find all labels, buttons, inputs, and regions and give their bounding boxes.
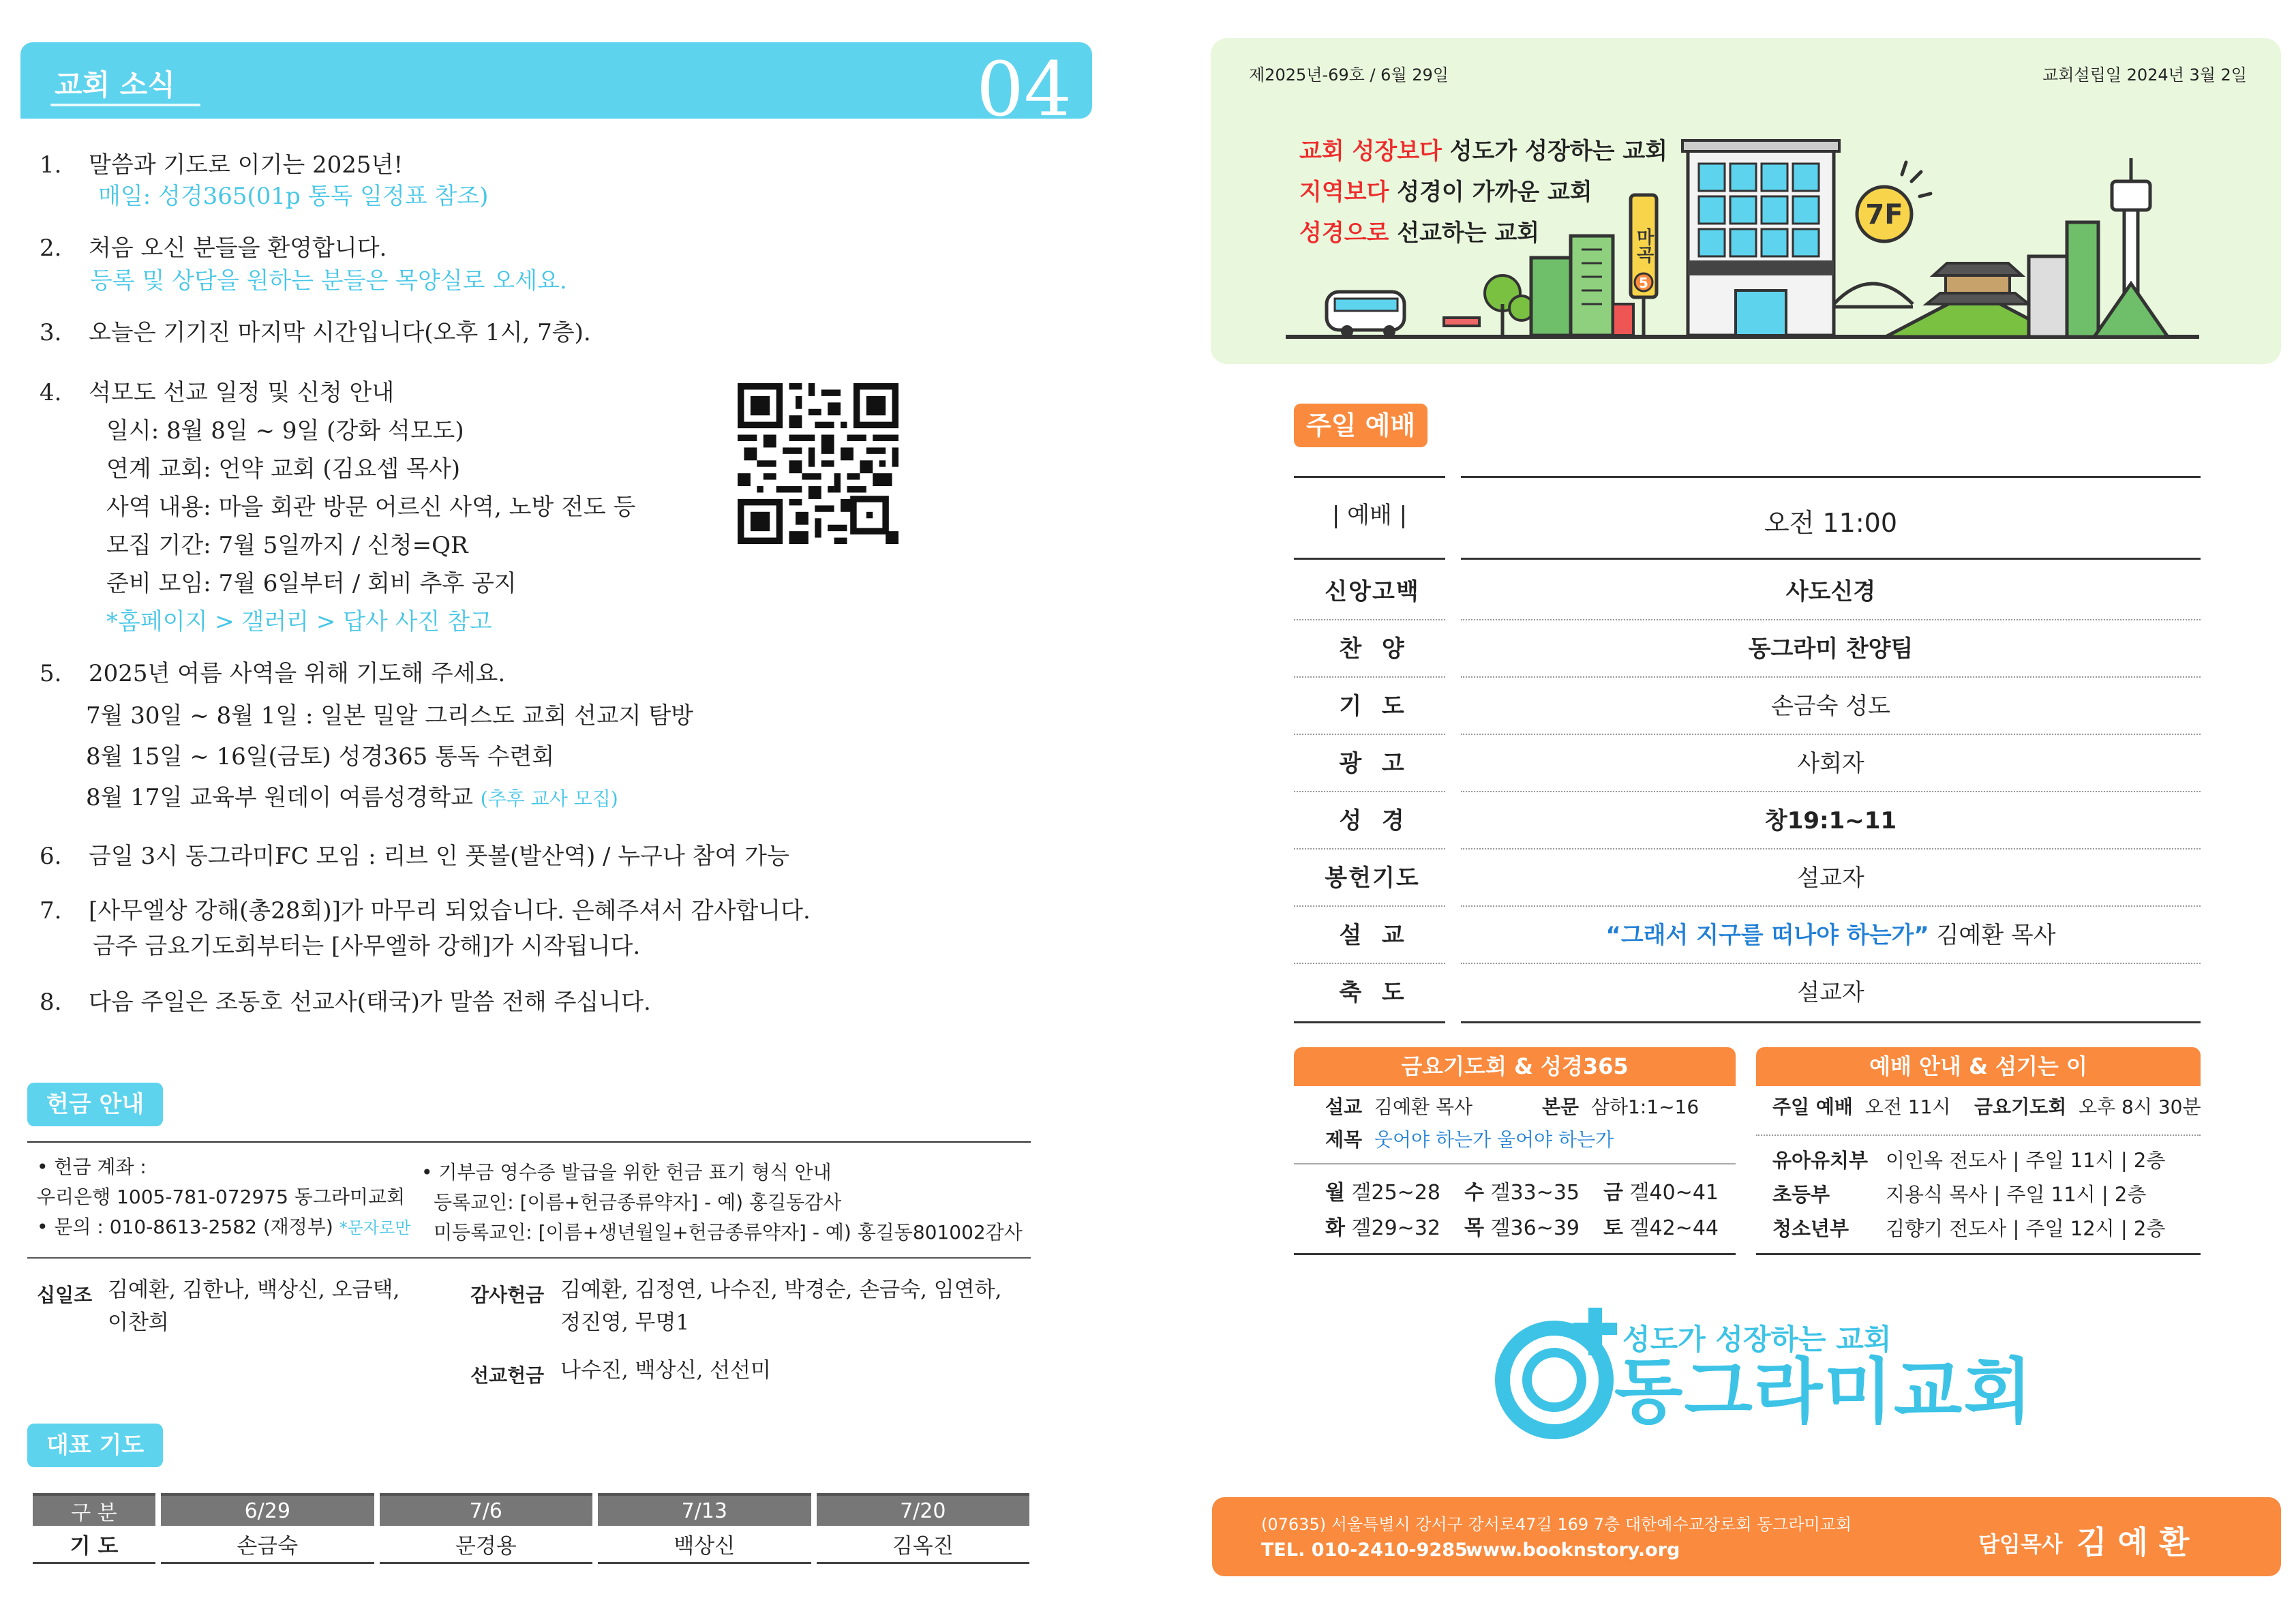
divider bbox=[1461, 558, 2201, 560]
church-logo-icon bbox=[1486, 1306, 1622, 1443]
news-item-3: 3. 오늘은 기기진 마지막 시간입니다(오후 1시, 7층). bbox=[40, 319, 591, 346]
news-header bbox=[20, 42, 1092, 133]
worship-row: 광 고 사회자 bbox=[1294, 735, 2201, 792]
thanks-names: 김예환, 김정연, 나수진, 박경순, 손금숙, 임연하, bbox=[560, 1278, 1002, 1302]
receipt-line-1: 등록교인: [이름+헌금종류약자] - 예) 홍길동감사 bbox=[434, 1191, 842, 1214]
thanks-names: 정진영, 무명1 bbox=[560, 1310, 690, 1335]
account-label: • 헌금 계좌 : bbox=[37, 1156, 147, 1178]
divider bbox=[1294, 558, 1445, 560]
table-header: 6/29 bbox=[161, 1493, 374, 1526]
bus-icon bbox=[1327, 292, 1404, 337]
news-item-5-note: (추후 교사 모집) bbox=[480, 787, 618, 810]
slogan: 지역보다 성경이 가까운 교회 bbox=[1299, 179, 1592, 206]
news-item-7: 7. [사무엘상 강해(총28회)]가 마무리 되었습니다. 은혜주셔서 감사합니다. bbox=[40, 897, 811, 924]
divider bbox=[27, 1257, 1031, 1259]
reading-day: 금 겔40~41 bbox=[1603, 1181, 1719, 1205]
worship-row: 봉헌기도 설교자 bbox=[1294, 849, 2201, 907]
worship-row: 기 도 손금숙 성도 bbox=[1294, 678, 2201, 735]
divider bbox=[1756, 1084, 2201, 1086]
divider bbox=[1294, 1084, 1736, 1086]
worship-row: 축 도 설교자 bbox=[1339, 979, 1864, 1006]
tithe-names: 이찬희 bbox=[108, 1310, 169, 1335]
news-item-6: 6. 금일 3시 동그라미FC 모임 : 리브 인 풋볼(발산역) / 누구나 참여 가능 bbox=[40, 843, 789, 870]
guide-sunday: 주일 예배 오전 11시 bbox=[1772, 1096, 1951, 1118]
table-row bbox=[33, 1526, 1029, 1564]
prayer-title: 대표 기도 bbox=[27, 1424, 163, 1467]
news-item-5-line: 8월 15일 ~ 16일(금토) 성경365 통독 수련회 bbox=[86, 743, 555, 770]
tithe-names: 김예환, 김한나, 백상신, 오금택, bbox=[108, 1278, 400, 1302]
table-header: 구 분 bbox=[33, 1493, 155, 1526]
divider bbox=[1294, 1163, 1736, 1164]
offering-title: 헌금 안내 bbox=[27, 1083, 163, 1126]
reading-day: 목 겔36~39 bbox=[1464, 1216, 1580, 1240]
sign-number: 5 bbox=[1639, 275, 1648, 291]
cityscape-illustration bbox=[1286, 100, 2213, 359]
news-item-4-line: 모집 기간: 7월 5일까지 / 신청=QR bbox=[106, 532, 468, 559]
news-item-1: 1. 말씀과 기도로 이기는 2025년! bbox=[40, 151, 404, 179]
worship-row: 찬 양 동그라미 찬양팀 bbox=[1294, 620, 2201, 678]
dept-row: 초등부 지용식 목사 | 주일 11시 | 2층 bbox=[1772, 1183, 2147, 1206]
slogan: 교회 성장보다 성도가 성장하는 교회 bbox=[1299, 138, 1668, 165]
worship-head-time: 오전 11:00 bbox=[1764, 508, 1897, 538]
banner bbox=[1211, 38, 2281, 364]
contact-note: *문자로만 bbox=[339, 1218, 411, 1237]
reading-day: 월 겔25~28 bbox=[1325, 1181, 1440, 1205]
reading-day: 수 겔33~35 bbox=[1464, 1181, 1580, 1205]
table-cell: 기 도 bbox=[33, 1526, 155, 1564]
contact: • 문의 : 010-8613-2582 (재정부) *문자로만 bbox=[37, 1216, 411, 1238]
table-header: 7/20 bbox=[817, 1493, 1030, 1526]
divider bbox=[1294, 1021, 1445, 1023]
reading-day: 토 겔42~44 bbox=[1603, 1216, 1719, 1240]
logo-tagline: 성도가 성장하는 교회 bbox=[1622, 1323, 1892, 1356]
table-cell: 문경용 bbox=[380, 1526, 593, 1564]
pastor-label: 담임목사 bbox=[1978, 1531, 2063, 1557]
mission-label: 선교헌금 bbox=[470, 1364, 545, 1387]
table-row bbox=[33, 1493, 1029, 1526]
table-cell: 김옥진 bbox=[817, 1526, 1030, 1564]
sermon-preacher: 김예환 목사 bbox=[1929, 922, 2056, 949]
footer-website[interactable]: www.booknstory.org bbox=[1466, 1539, 1680, 1561]
news-item-5-line: 7월 30일 ~ 8월 1일 : 일본 밀알 그리스도 교회 선교지 탐방 bbox=[86, 702, 694, 730]
news-item-4: 4. 석모도 선교 일정 및 신청 안내 bbox=[40, 379, 395, 406]
table-header: 7/13 bbox=[598, 1493, 811, 1526]
news-item-4-note: *홈페이지 > 갤러리 > 답사 사진 참고 bbox=[106, 608, 492, 635]
news-item-5: 5. 2025년 여름 사역을 위해 기도해 주세요. bbox=[40, 660, 506, 687]
page-number: 04 bbox=[976, 46, 1072, 133]
account-number: 우리은행 1005-781-072975 동그라미교회 bbox=[37, 1186, 406, 1208]
divider bbox=[1461, 476, 2201, 478]
divider bbox=[1756, 1253, 2201, 1255]
worship-row: 성 경 창19:1~11 bbox=[1294, 792, 2201, 849]
news-item-1-sub: 매일: 성경365(01p 통독 일정표 참조) bbox=[98, 183, 489, 210]
mission-names: 나수진, 백상신, 선선미 bbox=[560, 1358, 771, 1383]
news-item-5-line: 8월 17일 교육부 원데이 여름성경학교 (추후 교사 모집) bbox=[86, 784, 618, 811]
divider bbox=[1294, 476, 1445, 478]
news-item-4-line: 준비 모임: 7월 6일부터 / 회비 추후 공지 bbox=[106, 570, 517, 597]
thanks-label: 감사헌금 bbox=[470, 1284, 545, 1306]
dept-row: 청소년부 김향기 전도사 | 주일 12시 | 2층 bbox=[1772, 1217, 2166, 1240]
issue-number: 제2025년-69호 / 6월 29일 bbox=[1249, 65, 1449, 85]
news-item-8: 8. 다음 주일은 조동호 선교사(태국)가 말씀 전해 주십니다. bbox=[40, 989, 651, 1016]
worship-row: 설 교 “그래서 지구를 떠나야 하는가” 김예환 목사 bbox=[1294, 907, 2201, 964]
news-item-4-line: 일시: 8월 8일 ~ 9일 (강화 석모도) bbox=[106, 417, 464, 445]
title-underline bbox=[50, 104, 200, 106]
slogan: 성경으로 선교하는 교회 bbox=[1299, 220, 1540, 247]
table-cell: 백상신 bbox=[598, 1526, 811, 1564]
sign-text: 마곡 bbox=[1633, 228, 1654, 263]
news-item-4-line: 연계 교회: 언약 교회 (김요셉 목사) bbox=[106, 455, 460, 483]
worship-head-label: | 예배 | bbox=[1331, 502, 1408, 529]
qr-code-icon[interactable] bbox=[738, 383, 898, 544]
guide-title: 예배 안내 & 섬기는 이 bbox=[1756, 1047, 2201, 1085]
news-item-2-sub: 등록 및 상담을 원하는 분들은 목양실로 오세요. bbox=[90, 267, 567, 295]
divider bbox=[1294, 1253, 1736, 1255]
sermon-title: “그래서 지구를 떠나야 하는가” bbox=[1605, 922, 1929, 949]
worship-row: 신앙고백 사도신경 bbox=[1294, 563, 2201, 620]
footer bbox=[1212, 1497, 2281, 1576]
reading-day: 화 겔29~32 bbox=[1325, 1216, 1440, 1240]
dept-row: 유아유치부 이인옥 전도사 | 주일 11시 | 2층 bbox=[1772, 1149, 2166, 1172]
news-item-7-sub: 금주 금요기도회부터는 [사무엘하 강해]가 시작됩니다. bbox=[93, 933, 641, 960]
news-item-4-line: 사역 내용: 마을 회관 방문 어르신 사역, 노방 전도 등 bbox=[106, 494, 636, 521]
tithe-label: 십일조 bbox=[37, 1284, 93, 1306]
receipt-line-2: 미등록교인: [이름+생년월일+헌금종류약자] - 예) 홍길동801002감사 bbox=[434, 1221, 1023, 1244]
divider bbox=[1756, 1134, 2201, 1136]
divider bbox=[1461, 1021, 2201, 1023]
footer-tel: TEL. 010-2410-9285 bbox=[1261, 1539, 1468, 1561]
receipt-title: • 기부금 영수증 발급을 위한 헌금 표기 형식 안내 bbox=[421, 1161, 832, 1184]
friday-subject: 제목 웃어야 하는가 울어야 하는가 bbox=[1325, 1128, 1614, 1151]
pastor-name: 김 예 환 bbox=[2076, 1524, 2190, 1561]
friday-title: 금요기도회 & 성경365 bbox=[1294, 1047, 1736, 1085]
table-cell: 손금숙 bbox=[161, 1526, 374, 1564]
news-item-2: 2. 처음 오신 분들을 환영합니다. bbox=[40, 235, 387, 262]
founded-date: 교회설립일 2024년 3월 2일 bbox=[2042, 65, 2247, 85]
floor-badge: 7F bbox=[1865, 199, 1903, 230]
friday-text: 본문 삼하1:1~16 bbox=[1542, 1096, 1700, 1118]
divider bbox=[27, 1141, 1031, 1143]
table-header: 7/6 bbox=[380, 1493, 593, 1526]
guide-friday: 금요기도회 오후 8시 30분 bbox=[1974, 1096, 2201, 1118]
news-title: 교회 소식 bbox=[55, 68, 175, 102]
friday-preacher: 설교 김예환 목사 bbox=[1325, 1096, 1473, 1118]
worship-title: 주일 예배 bbox=[1294, 404, 1428, 447]
logo-name: 동그라미교회 bbox=[1614, 1350, 2034, 1433]
footer-address: (07635) 서울특별시 강서구 강서로47길 169 7층 대한예수교장로회 동그라미교회 bbox=[1261, 1515, 1852, 1534]
prayer-table bbox=[27, 1493, 1035, 1564]
